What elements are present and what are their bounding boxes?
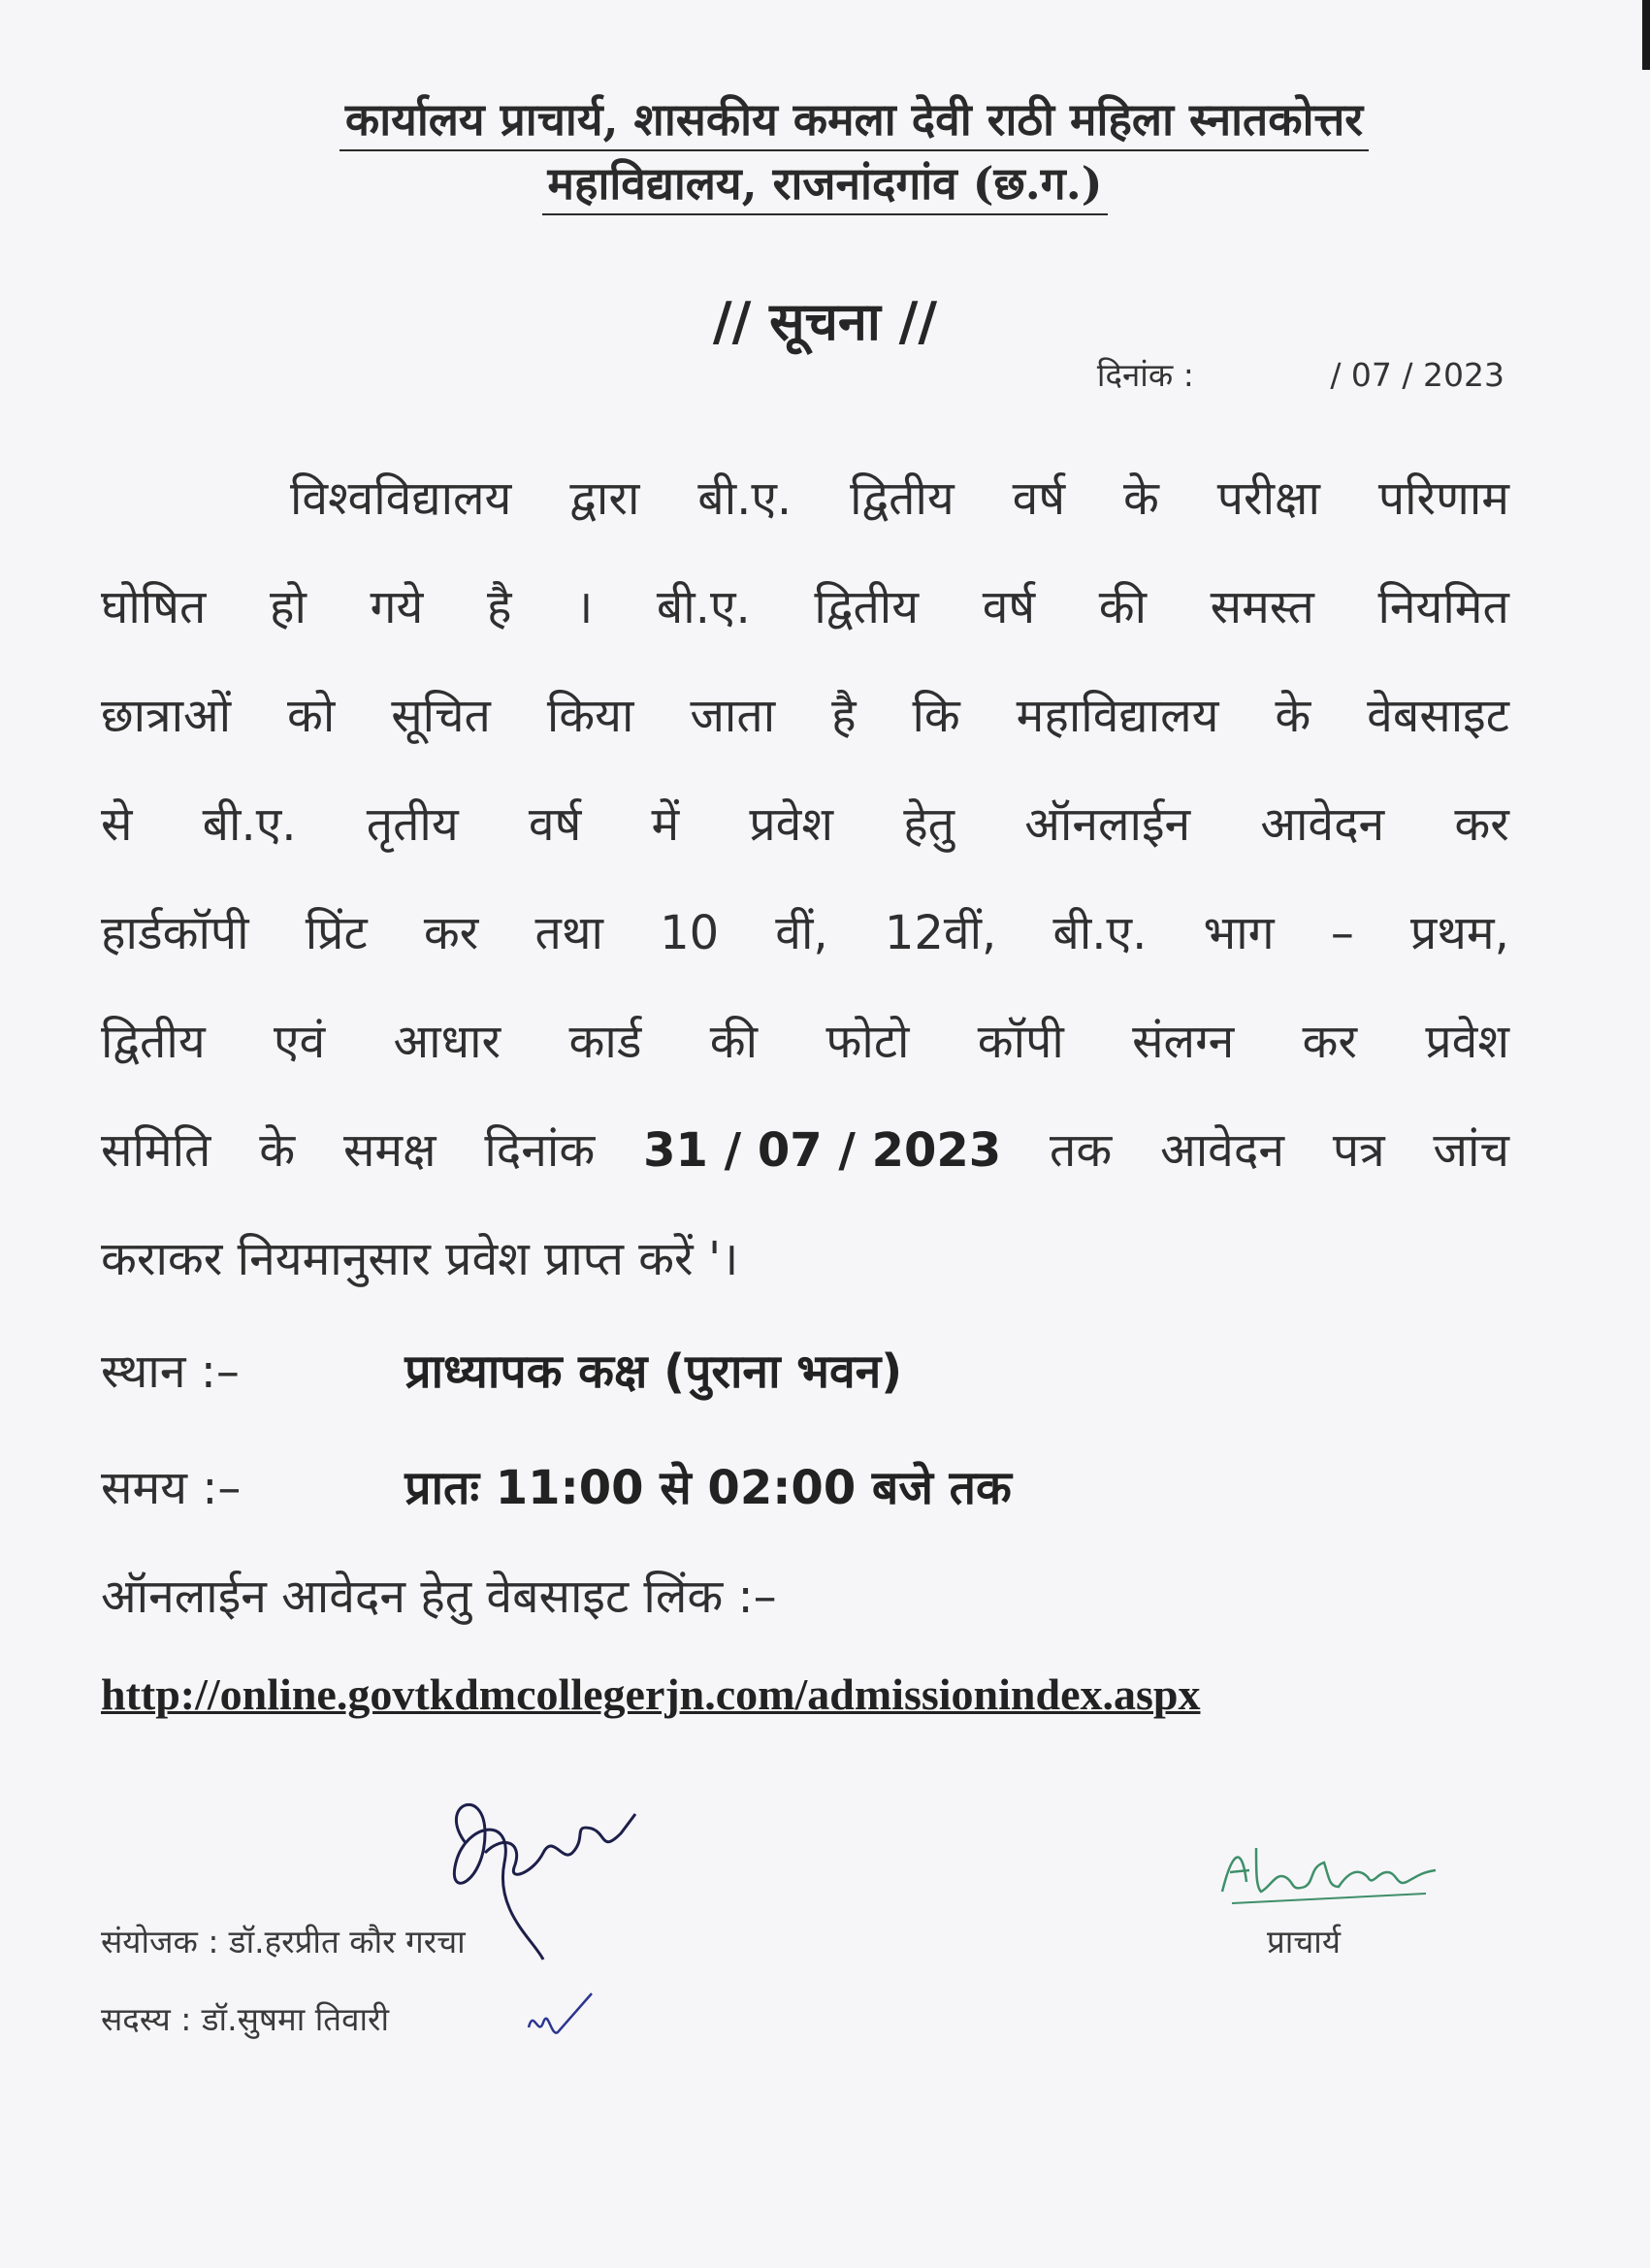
body-line-5 bbox=[101, 879, 1509, 988]
body-line-3 bbox=[101, 662, 1509, 770]
principal-signature bbox=[1213, 1833, 1445, 1911]
word: वर्ष bbox=[1012, 471, 1066, 526]
word: नियमित bbox=[1377, 580, 1509, 634]
link-label: ऑनलाईन आवेदन हेतु वेबसाइट लिंक :– bbox=[101, 1570, 777, 1624]
word: परिणाम bbox=[1377, 471, 1509, 526]
body-line-7 bbox=[101, 1096, 1509, 1205]
word: परीक्षा bbox=[1216, 471, 1320, 526]
place-value: प्राध्यापक कक्ष (पुराना भवन) bbox=[404, 1345, 903, 1399]
admission-link[interactable]: http://online.govtkdmcollegerjn.com/admissionindex.aspx bbox=[101, 1669, 1201, 1719]
word: द्वारा bbox=[569, 471, 640, 526]
word: एवं bbox=[273, 1015, 326, 1069]
word: महाविद्यालय bbox=[1016, 689, 1219, 743]
word: से bbox=[101, 797, 133, 852]
scan-edge bbox=[1642, 0, 1650, 70]
member-line: सदस्य : डॉ.सुषमा तिवारी bbox=[101, 2000, 390, 2038]
word: द्वितीय bbox=[850, 471, 954, 526]
word: कर bbox=[1302, 1015, 1358, 1069]
word: जांच bbox=[1433, 1123, 1509, 1178]
word: वर्ष bbox=[982, 580, 1036, 634]
place-label: स्थान :– bbox=[101, 1345, 240, 1399]
word: कार्ड bbox=[568, 1015, 642, 1069]
word: हेतु bbox=[903, 797, 955, 852]
word: संलग्न bbox=[1132, 1015, 1235, 1069]
word: विश्वविद्यालय bbox=[290, 471, 512, 526]
word: है bbox=[486, 580, 512, 634]
notice-body bbox=[101, 444, 1509, 1313]
word: हो bbox=[269, 580, 307, 634]
word: बी.ए. bbox=[697, 471, 793, 526]
notice-title: // सूचना // bbox=[712, 290, 938, 352]
word: घोषित bbox=[101, 580, 207, 634]
word: की bbox=[1098, 580, 1148, 634]
word: द्वितीय bbox=[101, 1015, 206, 1069]
coordinator-line: संयोजक : डॉ.हरप्रीत कौर गरचा bbox=[101, 1923, 466, 1960]
word: – bbox=[1330, 906, 1354, 960]
word: के bbox=[259, 1123, 296, 1178]
word: कि bbox=[912, 689, 960, 743]
header-line-1: कार्यालय प्राचार्य, शासकीय कमला देवी राठी महिला स्नातकोत्तर bbox=[340, 89, 1369, 151]
principal-title: प्राचार्य bbox=[1267, 1923, 1341, 1960]
word: है bbox=[831, 689, 857, 743]
date-value: / 07 / 2023 bbox=[1330, 356, 1504, 394]
time-label: समय :– bbox=[101, 1461, 242, 1515]
word: के bbox=[1122, 471, 1159, 526]
word: समस्त bbox=[1210, 580, 1314, 634]
word: प्रवेश bbox=[1425, 1015, 1509, 1069]
word: तथा bbox=[534, 906, 603, 960]
word: गये bbox=[370, 580, 424, 634]
word: प्रवेश bbox=[749, 797, 834, 852]
time-row bbox=[101, 1455, 1012, 1518]
word: कराकर नियमानुसार प्रवेश प्राप्त करें '। bbox=[101, 1232, 739, 1286]
word: वीं, bbox=[775, 906, 828, 960]
body-line-2 bbox=[101, 553, 1509, 662]
word: समिति bbox=[101, 1123, 211, 1178]
body-line-1 bbox=[101, 444, 1509, 553]
word: कर bbox=[1454, 797, 1509, 852]
word: छात्राओं bbox=[101, 689, 232, 743]
member-initials bbox=[524, 1989, 601, 2047]
header-line-2: महाविद्यालय, राजनांदगांव (छ.ग.) bbox=[542, 153, 1109, 215]
time-value: प्रातः 11:00 से 02:00 बजे तक bbox=[404, 1461, 1012, 1515]
word: वर्ष bbox=[528, 797, 582, 852]
word: में bbox=[651, 797, 680, 852]
word: वेबसाइट bbox=[1367, 689, 1509, 743]
word: समक्ष bbox=[342, 1123, 437, 1178]
date-label: दिनांक : bbox=[1096, 356, 1194, 394]
word: सूचित bbox=[391, 689, 491, 743]
word: 10 bbox=[660, 906, 720, 960]
word: कॉपी bbox=[977, 1015, 1064, 1069]
word: पत्र bbox=[1332, 1123, 1385, 1178]
deadline-date: 31 / 07 / 2023 bbox=[643, 1123, 1002, 1178]
body-line-4 bbox=[101, 770, 1509, 879]
word: की bbox=[709, 1015, 759, 1069]
word: हार्डकॉपी bbox=[101, 906, 249, 960]
word: तक bbox=[1050, 1123, 1113, 1178]
word: ऑनलाईन bbox=[1024, 797, 1191, 852]
word: द्वितीय bbox=[814, 580, 920, 634]
body-line-9 bbox=[101, 1205, 1509, 1313]
word: आधार bbox=[393, 1015, 501, 1069]
word: बी.ए. bbox=[1052, 906, 1148, 960]
word: तृतीय bbox=[366, 797, 459, 852]
word: दिनांक bbox=[484, 1123, 596, 1178]
word: भाग bbox=[1203, 906, 1275, 960]
word: को bbox=[286, 689, 336, 743]
word: आवेदन bbox=[1160, 1123, 1284, 1178]
office-header bbox=[0, 89, 1650, 215]
word: कर bbox=[423, 906, 479, 960]
body-line-6 bbox=[101, 988, 1509, 1096]
word: 12वीं, bbox=[884, 906, 997, 960]
place-row bbox=[101, 1339, 902, 1402]
word: प्रथम, bbox=[1409, 906, 1509, 960]
word: बी.ए. bbox=[656, 580, 751, 634]
word: आवेदन bbox=[1260, 797, 1385, 852]
word: किया bbox=[546, 689, 634, 743]
word: फोटो bbox=[825, 1015, 910, 1069]
word: के bbox=[1275, 689, 1311, 743]
word: । bbox=[575, 580, 594, 634]
word: जाता bbox=[690, 689, 776, 743]
word: प्रिंट bbox=[305, 906, 368, 960]
word: बी.ए. bbox=[202, 797, 297, 852]
date-line bbox=[1097, 352, 1504, 396]
